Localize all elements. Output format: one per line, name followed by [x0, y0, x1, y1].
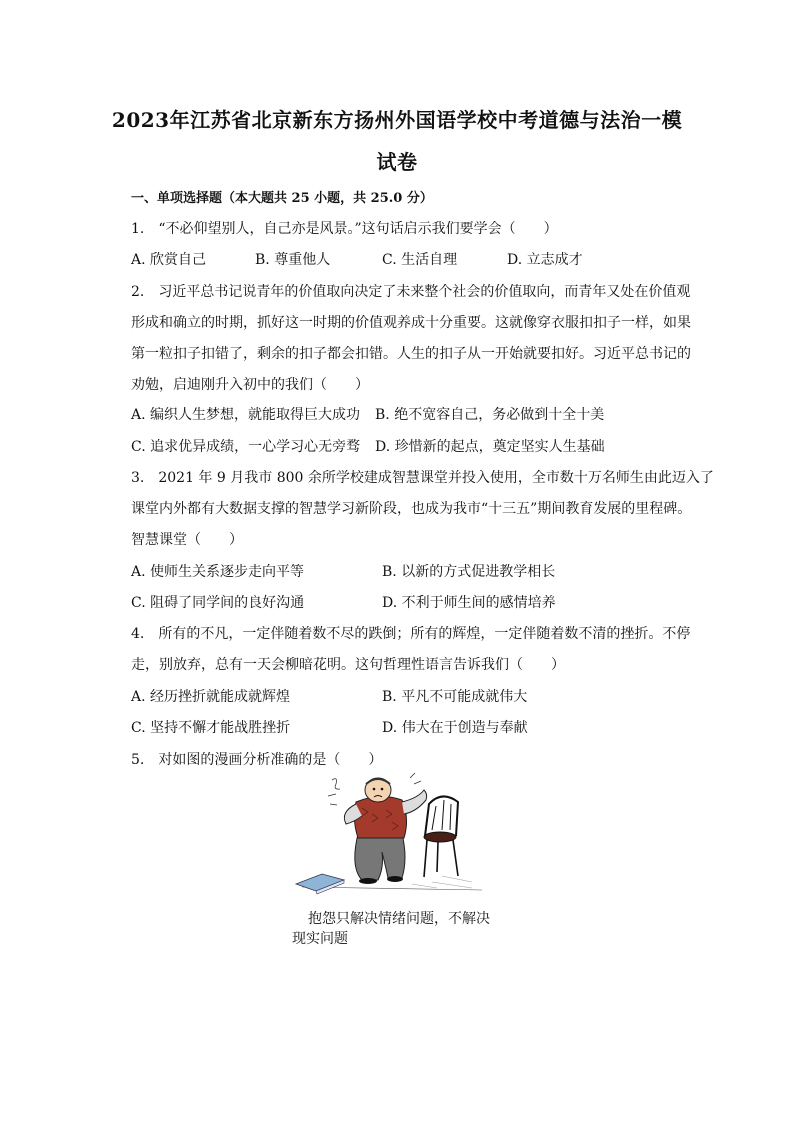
q1-option-a: A. 欣赏自己 — [131, 252, 207, 268]
q3-option-d: D. 不利于师生间的感情培养 — [382, 595, 556, 611]
q4-option-c: C. 坚持不懈才能战胜挫折 — [131, 720, 291, 736]
question-2-text: 2. 习近平总书记说青年的价值取向决定了未来整个社会的价值取向，而青年又处在价值观 — [131, 284, 691, 300]
q2-option-c: C. 追求优异成绩，一心学习心无旁骛 — [131, 439, 361, 455]
q2-option-a: A. 编织人生梦想，就能取得巨大成功 — [131, 407, 361, 423]
q4-option-a: A. 经历挫折就能成就辉煌 — [131, 689, 291, 705]
complaining-man-cartoon — [292, 772, 492, 897]
cartoon-caption-line1: 抱怨只解决情绪问题，不解决 — [308, 911, 490, 927]
question-1-text: 1. “不必仰望别人，自己亦是风景。”这句话启示我们要学会（ ） — [131, 221, 558, 237]
q2-option-b: B. 绝不宽容自己，务必做到十全十美 — [375, 407, 605, 423]
question-2-text: 第一粒扣子扣错了，剩余的扣子都会扣错。人生的扣子从一开始就要扣好。习近平总书记的 — [131, 346, 691, 362]
question-3-text: 课堂内外都有大数据支撑的智慧学习新阶段，也成为我市“十三五”期间教育发展的里程碑。 — [131, 501, 692, 517]
q1-option-d: D. 立志成才 — [507, 252, 583, 268]
question-3-text: 3. 2021 年 9 月我市 800 余所学校建成智慧课堂并投入使用，全市数十万名师生由此迈入了 — [131, 470, 714, 486]
q4-option-b: B. 平凡不可能成就伟大 — [382, 689, 528, 705]
question-3-text: 智慧课堂（ ） — [131, 532, 243, 548]
q3-option-a: A. 使师生关系逐步走向平等 — [131, 564, 305, 580]
exam-title-line2: 试卷 — [376, 150, 418, 174]
question-2-text: 劝勉，启迪刚升入初中的我们（ ） — [131, 377, 369, 393]
section-heading: 一、单项选择题（本大题共 25 小题，共 25.0 分） — [131, 191, 433, 206]
question-4-text: 走，别放弃，总有一天会柳暗花明。这句哲理性语言告诉我们（ ） — [131, 657, 565, 673]
q1-option-b: B. 尊重他人 — [255, 252, 331, 268]
q3-option-b: B. 以新的方式促进教学相长 — [382, 564, 556, 580]
q4-option-d: D. 伟大在于创造与奉献 — [382, 720, 528, 736]
q1-option-c: C. 生活自理 — [382, 252, 458, 268]
question-5-text: 5. 对如图的漫画分析准确的是（ ） — [131, 752, 383, 768]
cartoon-caption-line2: 现实问题 — [292, 931, 348, 947]
question-2-text: 形成和确立的时期，抓好这一时期的价值观养成十分重要。这就像穿衣服扣扣子一样，如果 — [131, 315, 691, 331]
exam-title-line1: 2023年江苏省北京新东方扬州外国语学校中考道德与法治一模 — [111, 108, 683, 132]
q2-option-d: D. 珍惜新的起点，奠定坚实人生基础 — [375, 439, 605, 455]
q3-option-c: C. 阻碍了同学间的良好沟通 — [131, 595, 305, 611]
question-4-text: 4. 所有的不凡，一定伴随着数不尽的跌倒；所有的辉煌，一定伴随着数不清的挫折。不停 — [131, 626, 691, 642]
